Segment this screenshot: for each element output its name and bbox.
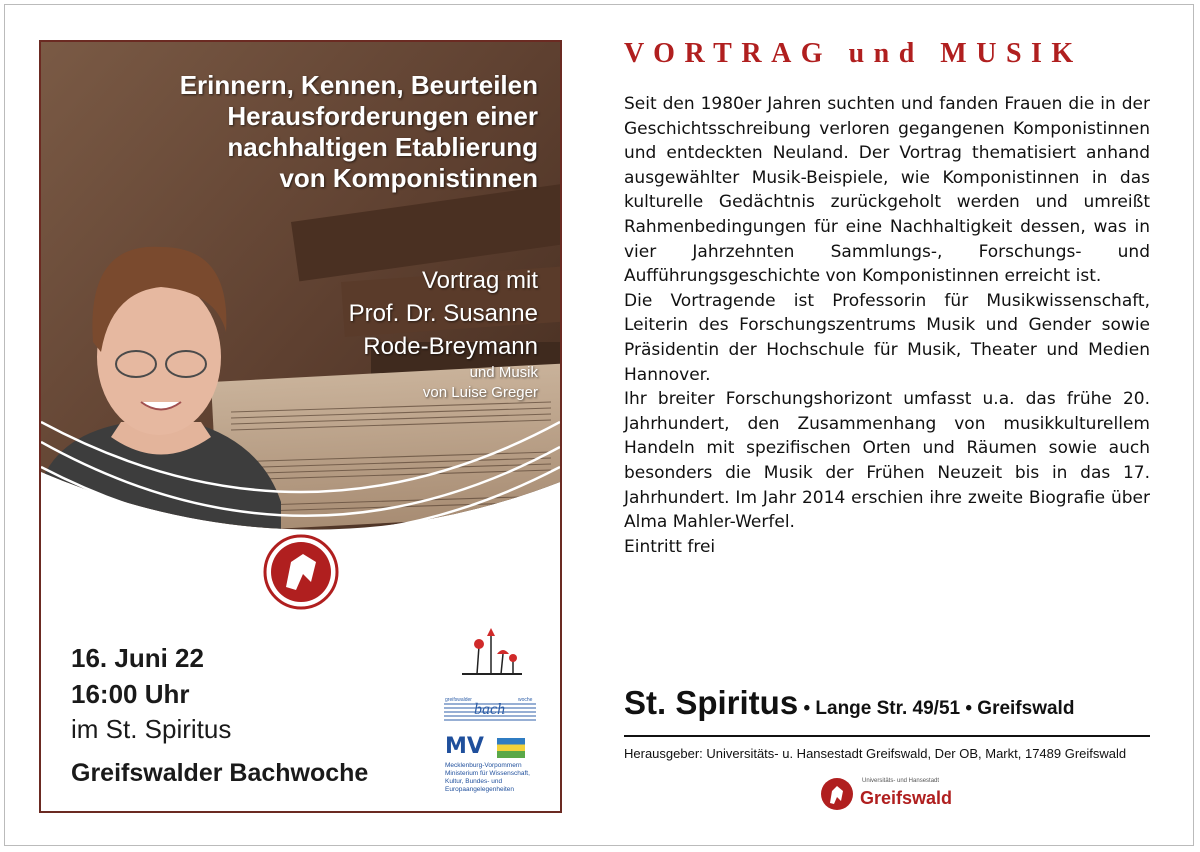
divider: [624, 735, 1150, 737]
paragraph: Eintritt frei: [624, 536, 716, 557]
svg-text:greifswalder: greifswalder: [445, 697, 472, 703]
festival-name: Greifswalder Bachwoche: [71, 759, 369, 787]
publisher-line: Herausgeber: Universitäts- u. Hansestadt Greifswald, Der OB, Markt, 17489 Greifswald: [624, 746, 1127, 761]
description-text: [624, 92, 1150, 559]
svg-text:woche: woche: [518, 697, 533, 703]
poster-heading: Erinnern, Kennen, Beurteilen Herausforderungen einer nachhaltigen Etablierung von Komponistinnen: [179, 70, 538, 193]
paragraph: Seit den 1980er Jahren suchten und fanden Frauen die in der Geschichtsschreibung verloren gegangenen Komponistinnen und entdeckten Neuland. Der Vortrag thematisiert anhand ausgewählter Musik-Beispiele, wie Komponistinnen in das kulturelle Gedächtnis zurückgeholt werden und umreißt Rahmenbedingungen für eine Nachhaltigkeit dessen, was in vier Jahrzehnten Sammlungs-, Forschungs- und Aufführungsgeschichte von Komponistinnen erreicht ist.: [624, 94, 1150, 287]
greifswald-seal-icon: [820, 777, 854, 811]
paragraph: Ihr breiter Forschungshorizont umfasst u.a. das frühe 20. Jahrhundert, den Zusammenhang von musikkulturellem Handeln mit spezifischen Orten und Räumen sowie auch besonders die Musik der Frühen Neuzeit bis in das 17. Jahrhundert. Im Jahr 2014 erschien ihre zweite Biografie über Alma Mahler-Werfel.: [624, 389, 1150, 533]
venue-address: • Lange Str. 49/51 • Greifswald: [798, 698, 1075, 719]
venue-name: St. Spiritus: [624, 684, 799, 721]
venue-line: [624, 684, 1074, 722]
paragraph: Die Vortragende ist Professorin für Musikwissenschaft, Leiterin des Forschungszentrums Musik und Gender sowie Präsidentin der Hochschule für Musik, Theater und Medien Hannover.: [624, 290, 1150, 385]
event-poster: [39, 40, 562, 813]
section-title: VORTRAG und MUSIK: [624, 38, 1083, 69]
bachwoche-logo-icon: [444, 690, 536, 724]
plant-logo-icon: [457, 624, 527, 684]
event-date: 16. Juni 22: [71, 643, 204, 673]
event-time: 16:00 Uhr: [71, 679, 190, 709]
greifswald-logo: Universitäts- und Hansestadt Greifswald: [820, 775, 960, 815]
event-place: im St. Spiritus: [71, 714, 232, 744]
event-details: [71, 640, 368, 790]
mv-ministry-logo: MV Mecklenburg-Vorpommern Ministerium für Wissenschaft, Kultur, Bundes- und Europaangelegenheiten: [445, 734, 530, 793]
svg-text:bach: bach: [474, 701, 506, 718]
mv-flag-icon: [497, 738, 525, 758]
speaker-block: Vortrag mit Prof. Dr. Susanne Rode-Breymann und Musik von Luise Greger: [348, 267, 538, 401]
